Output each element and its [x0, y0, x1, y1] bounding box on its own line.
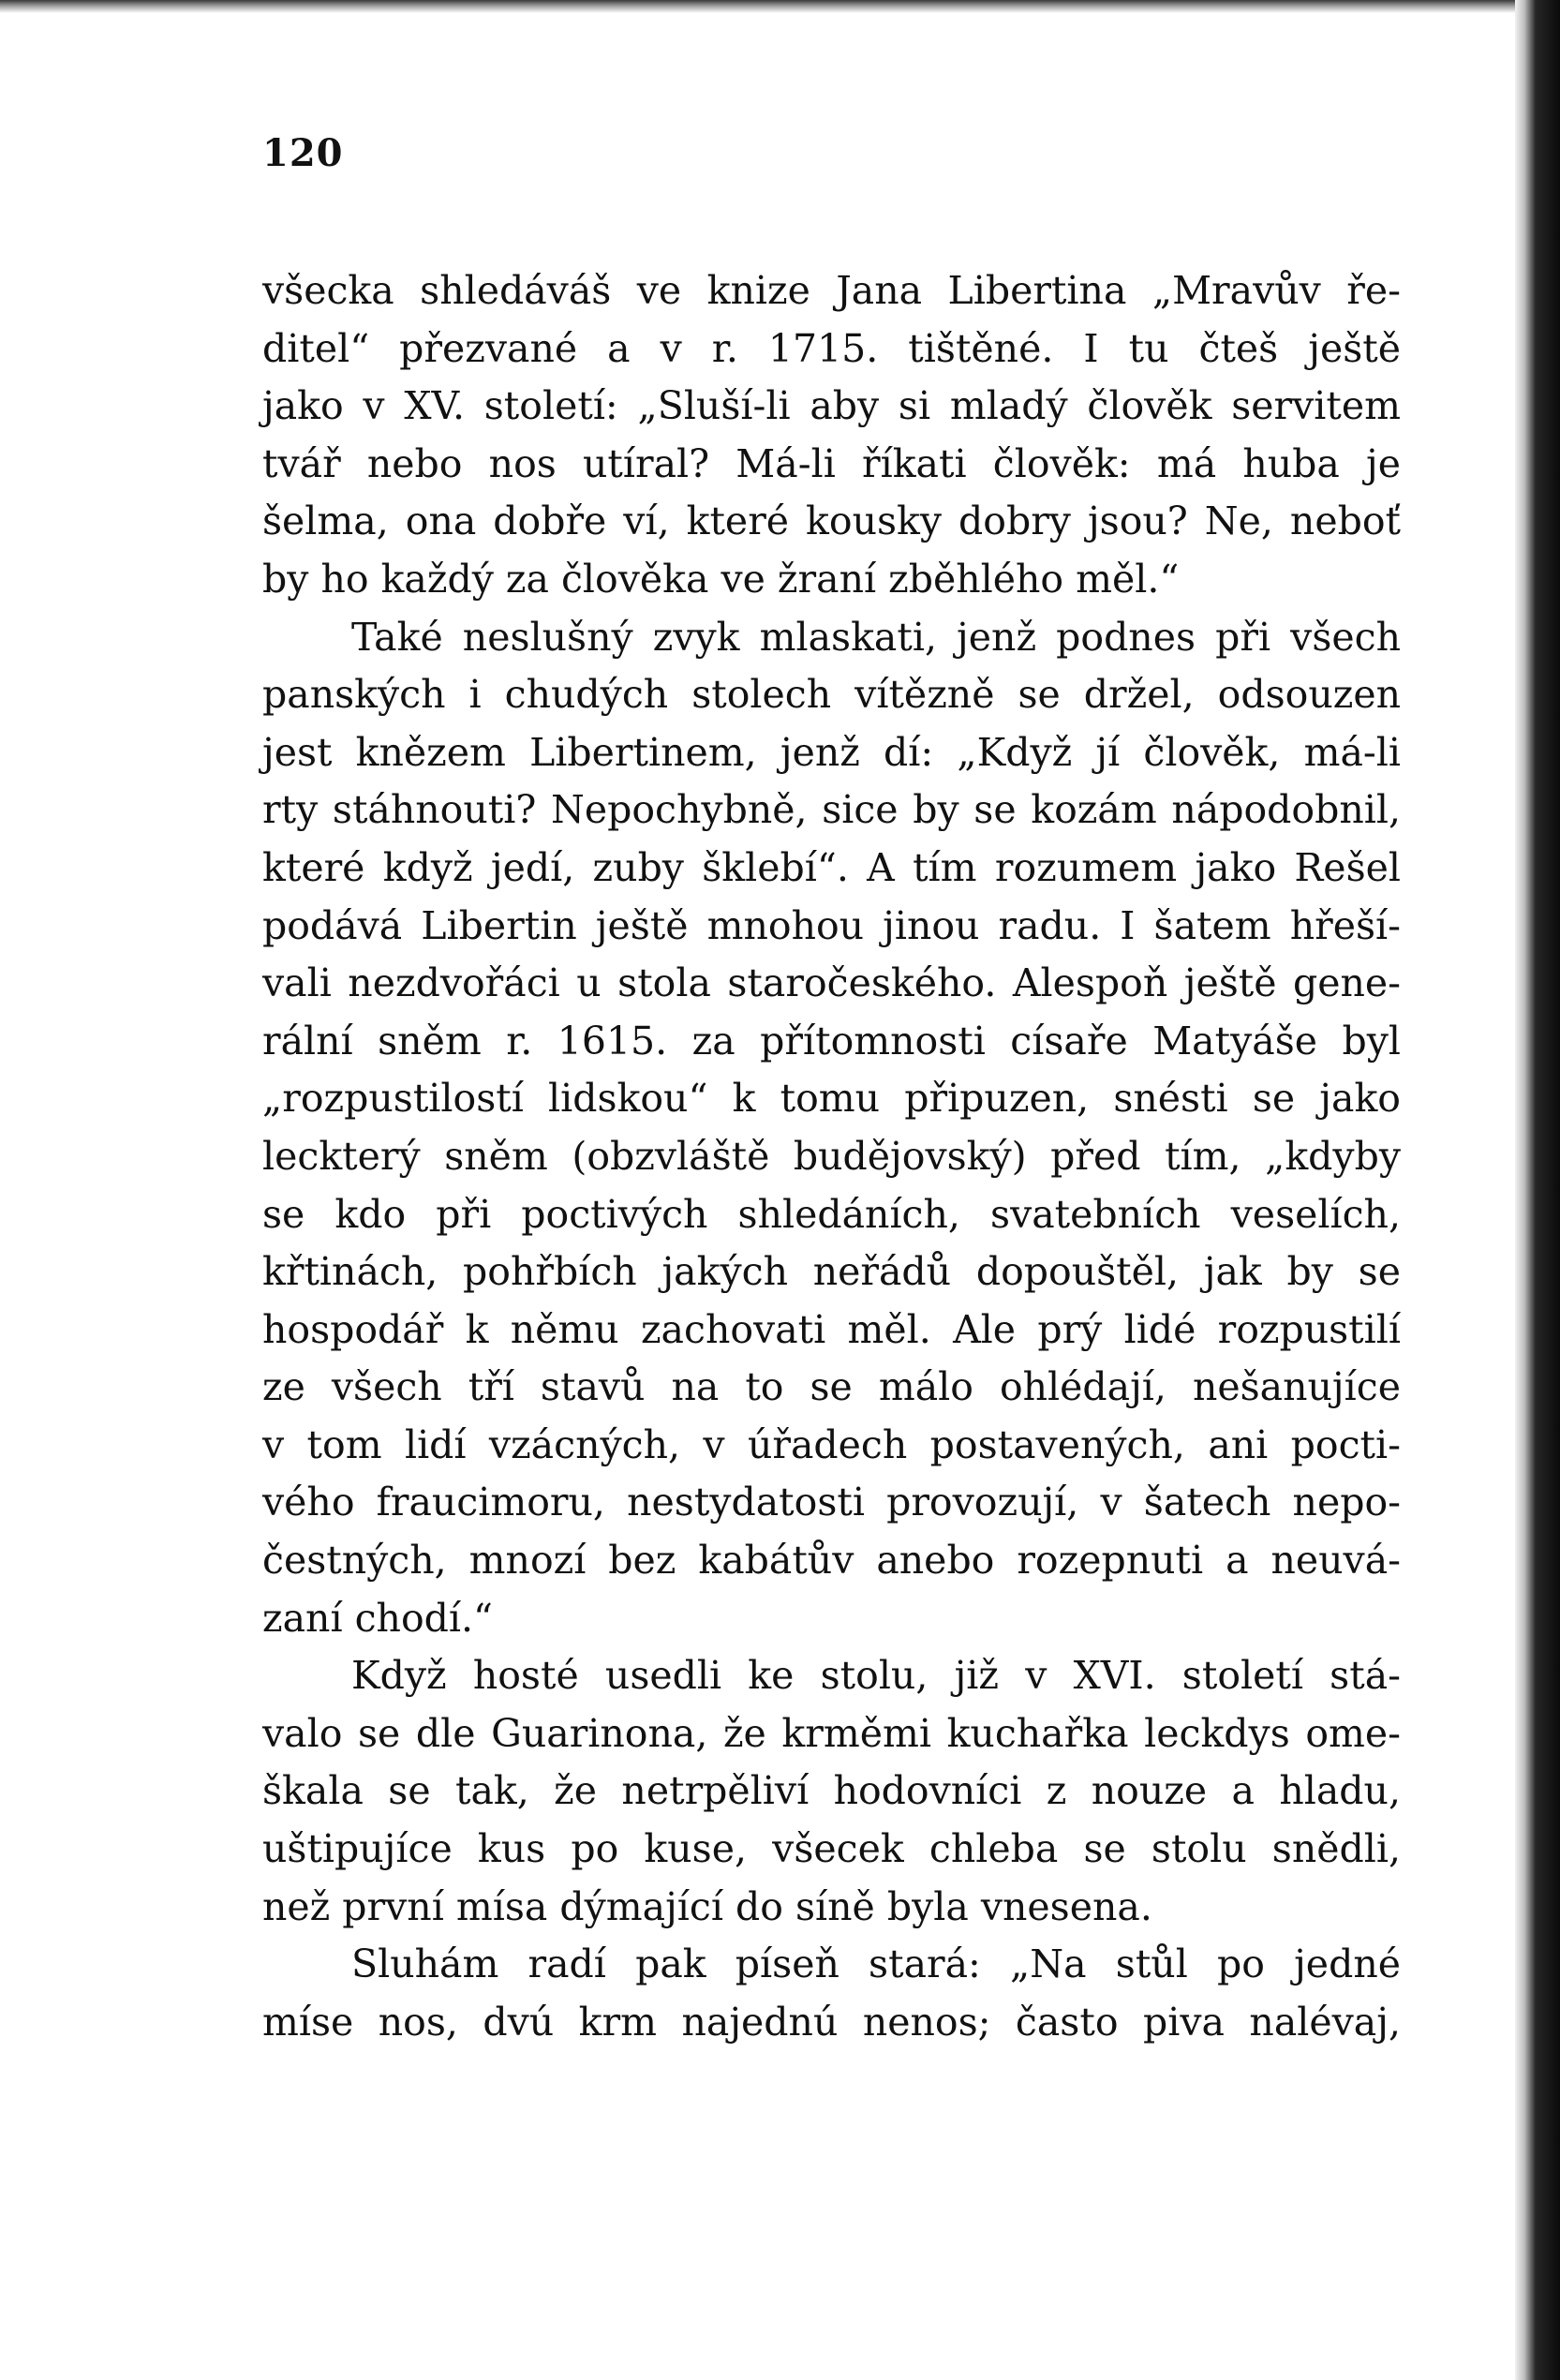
- text-line: by ho každý za člověka ve žraní zběhlého měl.“: [262, 556, 1180, 602]
- text-line: vého fraucimoru, nestydatosti provozují, v šatech nepo-: [262, 1480, 1401, 1525]
- text-line: křtinách, pohřbích jakých neřádů dopouštěl, jak by se: [262, 1249, 1401, 1295]
- text-line: šelma, ona dobře ví, které kousky dobry jsou? Ne, neboť: [262, 498, 1401, 544]
- text-line: Sluhám radí pak píseň stará: „Na stůl po jedné: [351, 1941, 1401, 1987]
- text-line: jako v XV. století: „Sluší-li aby si mladý člověk servitem: [262, 383, 1401, 429]
- text-line: míse nos, dvú krm najednú nenos; často piva nalévaj,: [262, 1999, 1401, 2045]
- text-line: v tom lidí vzácných, v úřadech postavených, ani pocti-: [262, 1421, 1401, 1467]
- text-line: čestných, mnozí bez kabátův anebo rozepnuti a neuvá-: [262, 1538, 1401, 1584]
- text-line: „rozpustilostí lidskou“ k tomu připuzen, snésti se jako: [262, 1076, 1401, 1122]
- text-line: vali nezdvořáci u stola staročeského. Alespoň ještě gene-: [262, 960, 1401, 1006]
- text-line: rální sněm r. 1615. za přítomnosti císaře Matyáše byl: [262, 1018, 1401, 1064]
- text-line: leckterý sněm (obzvláště budějovský) před tím, „kdyby: [262, 1133, 1401, 1179]
- binding-edge-shadow: [1515, 0, 1560, 2380]
- text-line: ditel“ přezvané a v r. 1715. tištěné. I tu čteš ještě: [262, 325, 1401, 371]
- text-line: škala se tak, že netrpěliví hodovníci z nouze a hladu,: [262, 1768, 1401, 1814]
- text-line: které když jedí, zuby šklebí“. A tím rozumem jako Rešel: [262, 844, 1401, 890]
- text-line: ze všech tří stavů na to se málo ohlédají, nešanujíce: [262, 1364, 1401, 1410]
- text-line: než první mísa dýmající do síně byla vnesena.: [262, 1883, 1152, 1929]
- text-line: jest knězem Libertinem, jenž dí: „Když jí člověk, má-li: [262, 729, 1401, 775]
- text-line: rty stáhnouti? Nepochybně, sice by se kozám nápodobnil,: [262, 787, 1401, 833]
- text-line: všecka shledáváš ve knize Jana Libertina „Mravův ře-: [262, 268, 1401, 313]
- text-line: se kdo při poctivých shledáních, svatebních veselích,: [262, 1191, 1401, 1237]
- text-line: uštipujíce kus po kuse, všecek chleba se stolu snědli,: [262, 1826, 1401, 1872]
- text-line: zaní chodí.“: [262, 1595, 493, 1641]
- text-line: hospodář k němu zachovati měl. Ale prý lidé rozpustilí: [262, 1306, 1401, 1352]
- page-content: [262, 131, 1401, 2051]
- page-number: 120: [262, 131, 344, 175]
- body-text: [262, 262, 1401, 2051]
- text-line: Když hosté usedli ke stolu, již v XVI. století stá-: [351, 1653, 1401, 1699]
- text-line: Také neslušný zvyk mlaskati, jenž podnes při všech: [351, 614, 1401, 660]
- text-line: tvář nebo nos utíral? Má-li říkati člověk: má huba je: [262, 440, 1401, 486]
- text-line: valo se dle Guarinona, že krměmi kuchařka leckdys ome-: [262, 1710, 1401, 1756]
- page-top-edge-shadow: [0, 0, 1560, 13]
- text-line: panských i chudých stolech vítězně se držel, odsouzen: [262, 672, 1401, 718]
- text-line: podává Libertin ještě mnohou jinou radu. I šatem hřeší-: [262, 902, 1401, 948]
